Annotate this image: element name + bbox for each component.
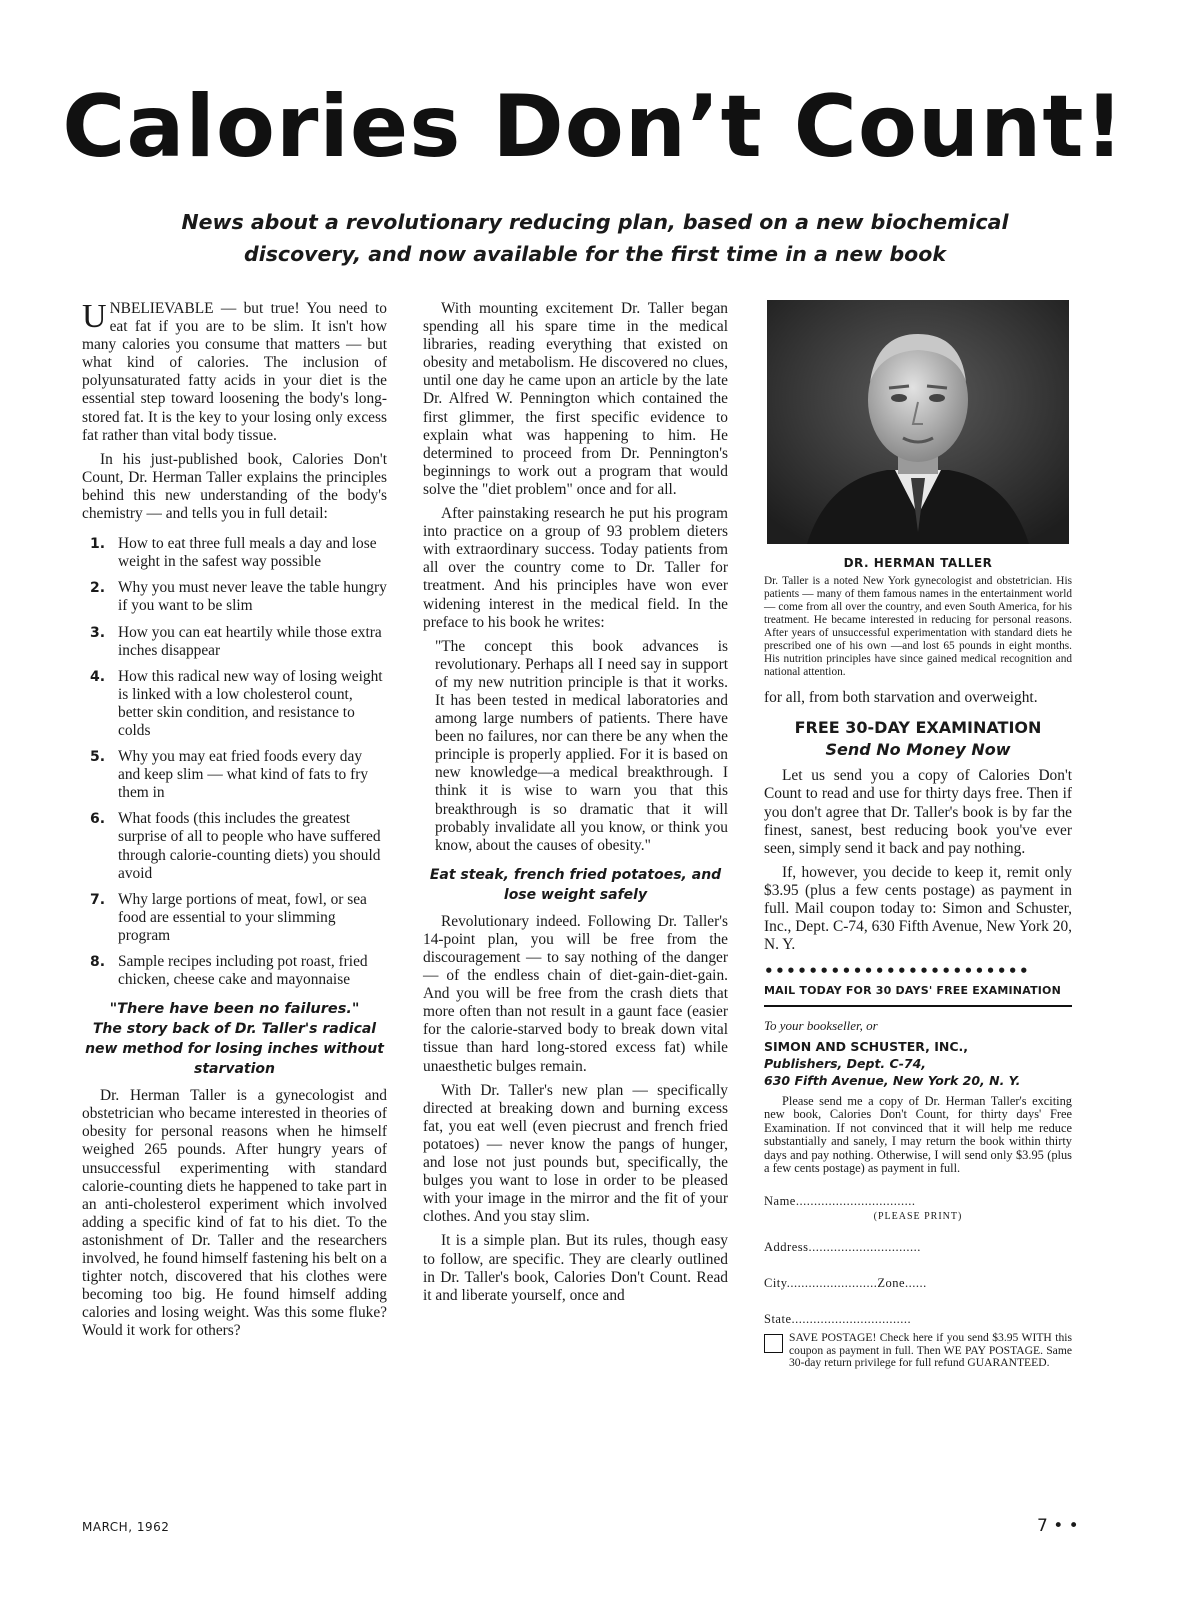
- caption-text: Dr. Taller is a noted New York gynecologist and obstetrician. His patients — many of them famous names in the entertainment world — come from all over the country, and even South America, for his treatment. He became interested in reducing for personal reasons. After years of unsuccessful experimentation with standard diets he prescribed one of his own —and lost 65 pounds in eight months. His nutrition principles have since gained medical recognition and national attention.: [764, 575, 1072, 679]
- offer-paragraph-1: Let us send you a copy of Calories Don't Count to read and use for thirty days free. Then if you don't agree that Dr. Taller's book is by far the finest, sanest, best reducing book you've ever seen, simply send it back and pay nothing.: [764, 767, 1072, 857]
- list-number: 5.: [90, 749, 106, 766]
- list-number: 8.: [90, 954, 106, 970]
- plan-paragraph: With Dr. Taller's new plan — specifically directed at breaking down and burning excess fat, you eat well (even piecrust and french fried potatoes) — never know the pangs of hunger, and lose not just pounds but, specifically, the bulges you want to lose in order to be pleased with your image in the mirror and the fit of your clothes. And you stay slim.: [423, 1081, 728, 1226]
- list-number: 1.: [90, 536, 106, 553]
- simple-plan-paragraph: It is a simple plan. But its rules, though easy to follow, are specific. They are clearly outlined in Dr. Taller's book, Calories Don't Count. Read it and liberate yourself, once and: [423, 1232, 728, 1304]
- save-postage-text: SAVE POSTAGE! Check here if you send $3.95 WITH this coupon as payment in full. Then WE PAY POSTAGE. Same 30-day return privilege for full refund GUARANTEED.: [789, 1331, 1072, 1370]
- publisher-dept: Publishers, Dept. C-74,: [764, 1055, 927, 1071]
- list-number: 3.: [90, 624, 106, 641]
- list-text: How this radical new way of losing weight is linked with a low cholesterol count, better skin condition, and resistance to colds: [118, 667, 383, 739]
- intro-text: NBELIEVABLE — but true! You need to eat fat if you are to be slim. It isn't how many calories you consume that matters — but what kind of calories. The inclusion of polyunsaturated fatty acids in your diet is the essential step toward loosening the body's long-stored fat. It is the key to your losing only excess fat rather than vital body tissue.: [82, 300, 387, 444]
- results-paragraph: After painstaking research he put his program into practice on a group of 93 problem dieters with extraordinary success. Today patients from all over the country come to Dr. Taller for treatment. And his principles have won ever widening interest in the medical field. In the preface to his book he writes:: [423, 505, 728, 631]
- feature-list: [82, 535, 387, 989]
- list-item: [82, 810, 387, 882]
- book-intro-paragraph: In his just-published book, Calories Don't Count, Dr. Herman Taller explains the principles behind this new understanding of the body's chemistry — and tells you in full detail:: [82, 450, 387, 523]
- column-3: [764, 300, 1072, 1370]
- offer-title: FREE 30-DAY EXAMINATION: [794, 718, 1042, 738]
- publisher-address: [764, 1038, 1072, 1089]
- publisher-street: 630 Fifth Avenue, New York 20, N. Y.: [764, 1072, 1021, 1088]
- portrait-illustration: [767, 300, 1069, 544]
- continuation-text: for all, from both starvation and overweight.: [764, 689, 1038, 707]
- coupon-recipient-note: To your bookseller, or: [764, 1017, 878, 1033]
- publisher-name: SIMON AND SCHUSTER, INC.,: [764, 1038, 968, 1054]
- headline: Calories Don’t Count!: [62, 77, 1125, 177]
- please-print-note: (PLEASE PRINT): [873, 1210, 963, 1222]
- list-item: [82, 668, 387, 740]
- page-number: 7 • •: [1037, 1516, 1079, 1536]
- list-text: Why large portions of meat, fowl, or sea food are essential to your slimming program: [118, 890, 367, 944]
- offer-paragraph-2: If, however, you decide to keep it, remit only $3.95 (plus a few cents postage) as payment in full. Mail coupon today to: Simon and Schuster, Inc., Dept. C-74, 630 Fifth Avenue, New York 20, N. Y.: [764, 863, 1072, 954]
- caption-name: DR. HERMAN TALLER: [843, 556, 993, 570]
- name-field[interactable]: Name.................................: [764, 1193, 916, 1208]
- list-item: [82, 953, 387, 989]
- list-number: 4.: [90, 668, 106, 685]
- list-text: Why you must never leave the table hungry if you want to be slim: [118, 579, 387, 615]
- list-item: [82, 579, 387, 615]
- offer-subtitle: Send No Money Now: [825, 740, 1011, 760]
- coupon-body: Please send me a copy of Dr. Herman Taller's exciting new book, Calories Don't Count, for thirty days' Free Examination. If not convinced that it will help me reduce substantially and sanely, I may return the book within thirty days and pay nothing. Otherwise, I will send only $3.95 (plus a few cents postage) as payment in full.: [764, 1093, 1072, 1176]
- list-number: 6.: [90, 811, 106, 828]
- list-text: How you can eat heartily while those extra inches disappear: [118, 623, 382, 659]
- save-postage-checkbox[interactable]: [764, 1334, 783, 1353]
- subhead-quote: "There have been no failures.": [109, 1001, 360, 1018]
- list-number: 2.: [90, 580, 106, 597]
- column-2: [423, 300, 728, 1311]
- column-1: [82, 300, 387, 1347]
- list-item: [82, 748, 387, 802]
- save-postage-option: [764, 1332, 1072, 1370]
- intro-paragraph: [82, 300, 387, 445]
- address-field[interactable]: Address...............................: [764, 1239, 921, 1254]
- section-subhead-1: [82, 999, 387, 1079]
- city-zone-field[interactable]: City.........................Zone......: [764, 1275, 927, 1290]
- research-paragraph: With mounting excitement Dr. Taller began spending all his spare time in the medical libraries, reading everything that existed on obesity and metabolism. He discovered no clues, until one day he came upon an article by the late Dr. Alfred W. Pennington which contained the first glimmer, the first specific evidence to explain what was happening to him. He determined to proceed from Dr. Pennington's beginnings to work out a program that would solve the "diet problem" once and for all.: [423, 300, 728, 498]
- list-number: 7.: [90, 891, 106, 908]
- preface-quote: "The concept this book advances is revolutionary. Perhaps all I need say in support of my new nutrition principle is that it works. It has been tested in medical laboratories and among large numbers of patients. There have been no failures, nor can there be any when the principle is properly applied. For it is based on new knowledge—a medical breakthrough. I think it is wise to warn you that this breakthrough is so dramatic that it will probably invalidate all you know, or think you know, about the causes of obesity.": [435, 637, 728, 854]
- issue-date: MARCH, 1962: [82, 1520, 170, 1534]
- subhead-text: The story back of Dr. Taller's radical new method for losing inches without starvation: [85, 1021, 384, 1078]
- coupon-dotted-divider: ••••••••••••••••••••••••: [764, 962, 1031, 981]
- section-subhead-2: Eat steak, french fried potatoes, and lose weight safely: [429, 866, 722, 903]
- coupon-heading: MAIL TODAY FOR 30 DAYS' FREE EXAMINATION: [764, 982, 1072, 1006]
- drop-cap: U: [82, 298, 107, 335]
- list-text: What foods (this includes the greatest surprise of all to people who have suffered through calorie-counting diets) you should avoid: [118, 810, 381, 882]
- list-item: [82, 624, 387, 660]
- list-text: How to eat three full meals a day and lose weight in the safest way possible: [118, 535, 377, 571]
- list-item: [82, 535, 387, 571]
- subheadline: News about a revolutionary reducing plan, based on a new biochemical discovery, and now available for the first time in a new book: [181, 210, 1009, 266]
- state-field[interactable]: State.................................: [764, 1311, 912, 1326]
- list-text: Sample recipes including pot roast, fried chicken, cheese cake and mayonnaise: [118, 953, 368, 989]
- list-text: Why you may eat fried foods every day and keep slim — what kind of fats to fry them in: [118, 748, 369, 802]
- portrait-photo: [767, 300, 1069, 544]
- story-paragraph: Dr. Herman Taller is a gynecologist and obstetrician who became interested in theories of obesity for personal reasons when he himself weighed 265 pounds. After hungry years of unsuccessful experimenting with standard calorie-counting diets he happened to take part in an anti-cholesterol experiment which involved adding a specific kind of fat to his diet. To the astonishment of Dr. Taller and the researchers involved, he found himself fastening his belt on a tighter notch, discovered that his clothes were becoming too big. He found himself adding calories and losing weight. Was this some fluke? Would it work for others?: [82, 1087, 387, 1340]
- revolutionary-paragraph: Revolutionary indeed. Following Dr. Taller's 14-point plan, you will be free from the discouragement — to say nothing of the danger — of the endless chain of diet-gain-diet-gain. And you will be free from the crash diets that more often than not result in a gaunt face (easier for the calorie-starved body to break down vital tissue than hard long-stored excess fat) while unaesthetic bulges remain.: [423, 912, 728, 1075]
- list-item: [82, 891, 387, 945]
